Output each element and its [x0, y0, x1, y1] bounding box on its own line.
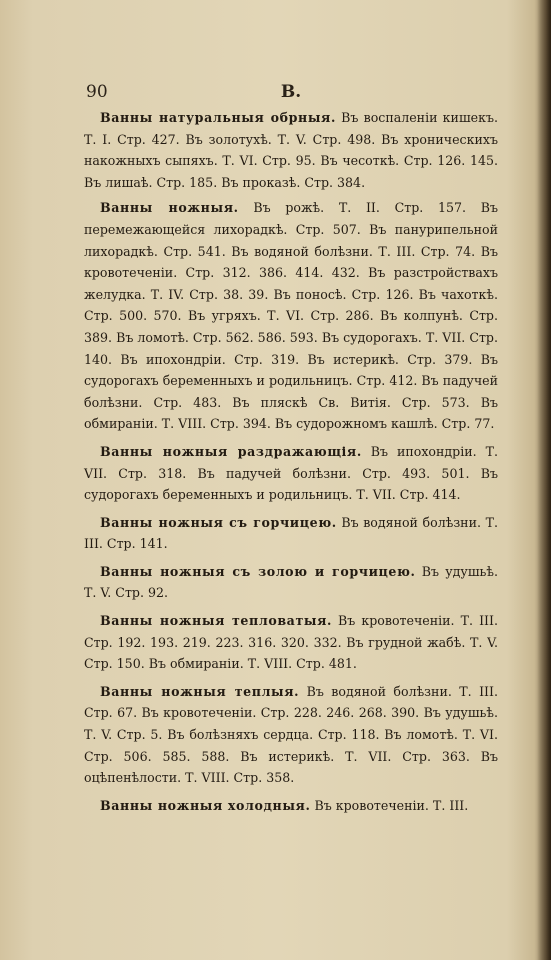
entry-body: Въ водяной болѣзни. Т. III. Стр. 67. Въ кровотеченіи. Стр. 228. 246. 268. 390. Въ удушьѣ. Т. V. Стр. 5. Въ болѣзняхъ сердца. Стр. 118. Въ ломотѣ. Т. VI. Стр. 506. 585. 588. Въ истерикѣ. Т. VII. Стр. 363. Въ оцѣпенѣлости. Т. VIII. Стр. 358. — [84, 683, 498, 786]
entry-heading: Ванны ножныя теплыя. — [100, 683, 300, 699]
entry-heading: Ванны ножныя тепловатыя. — [100, 613, 332, 629]
entry-body: Въ кровотеченіи. Т. III. Стр. 192. 193. 219. 223. 316. 320. 332. Въ грудной жабѣ. Т. V. Стр. 150. Въ обмираніи. Т. VIII. Стр. 481. — [84, 613, 498, 672]
running-head: В. — [280, 82, 302, 102]
index-entry — [84, 681, 498, 789]
page-header — [86, 82, 496, 102]
index-entry — [84, 561, 498, 604]
entry-heading: Ванны натуральныя обрныя. — [100, 110, 336, 125]
entry-body: Въ водяной болѣзни. Т. III. Стр. 141. — [84, 514, 498, 552]
index-entry — [84, 441, 498, 506]
index-text — [84, 107, 498, 820]
index-entry — [84, 197, 498, 435]
entry-heading: Ванны ножныя раздражающія. — [100, 443, 362, 459]
entry-body: Въ рожѣ. Т. II. Стр. 157. Въ перемежающейся лихорадкѣ. Стр. 507. Въ панурипельной лихорадкѣ. Стр. 541. Въ водяной болѣзни. Т. III. Стр. 74. Въ кровотеченіи. Стр. 312. 386. 414. 432. Въ разстройствахъ желудка. Т. IV. Стр. 38. 39. Въ поносѣ. Стр. 126. Въ чахоткѣ. Стр. 500. 570. Въ угряхъ. Т. VI. Стр. 286. Въ колпунѣ. Стр. 389. Въ ломотѣ. Стр. 562. 586. 593. Въ судорогахъ. Т. VII. Стр. 140. Въ ипохондріи. Стр. 319. Въ истерикѣ. Стр. 379. Въ судорогахъ беременныхъ и родильницъ. Стр. 412. Въ падучей болѣзни. Стр. 483. Въ пляскѣ Св. Витія. Стр. 573. Въ обмираніи. Т. VIII. Стр. 394. Въ судорожномъ кашлѣ. Стр. 77. — [84, 200, 498, 432]
entry-body: Въ кровотеченіи. Т. III. — [314, 797, 469, 813]
index-entry — [84, 512, 498, 555]
entry-heading: Ванны ножныя съ золою и горчицею. — [100, 563, 416, 579]
entry-heading: Ванны ножныя. — [100, 200, 239, 216]
entry-heading: Ванны ножныя холодныя. — [100, 797, 311, 813]
entry-body: Въ ипохондріи. Т. VII. Стр. 318. Въ падучей болѣзни. Стр. 493. 501. Въ судорогахъ беременныхъ и родильницъ. Т. VII. Стр. 414. — [84, 443, 498, 503]
page-number: 90 — [86, 82, 108, 102]
entry-body: Въ удушьѣ. Т. V. Стр. 92. — [84, 563, 498, 601]
entry-heading: Ванны ножныя съ горчицею. — [100, 514, 337, 530]
binding-shadow — [537, 0, 551, 960]
index-entry — [84, 610, 498, 675]
index-entry — [84, 107, 498, 193]
index-entry — [84, 795, 498, 817]
entry-body: Въ воспаленіи кишекъ. Т. I. Стр. 427. Въ золотухѣ. Т. V. Стр. 498. Въ хроническихъ накожныхъ сыпяхъ. Т. VI. Стр. 95. Въ чесоткѣ. Стр. 126. 145. Въ лишаѣ. Стр. 185. Въ проказѣ. Стр. 384. — [84, 110, 498, 190]
